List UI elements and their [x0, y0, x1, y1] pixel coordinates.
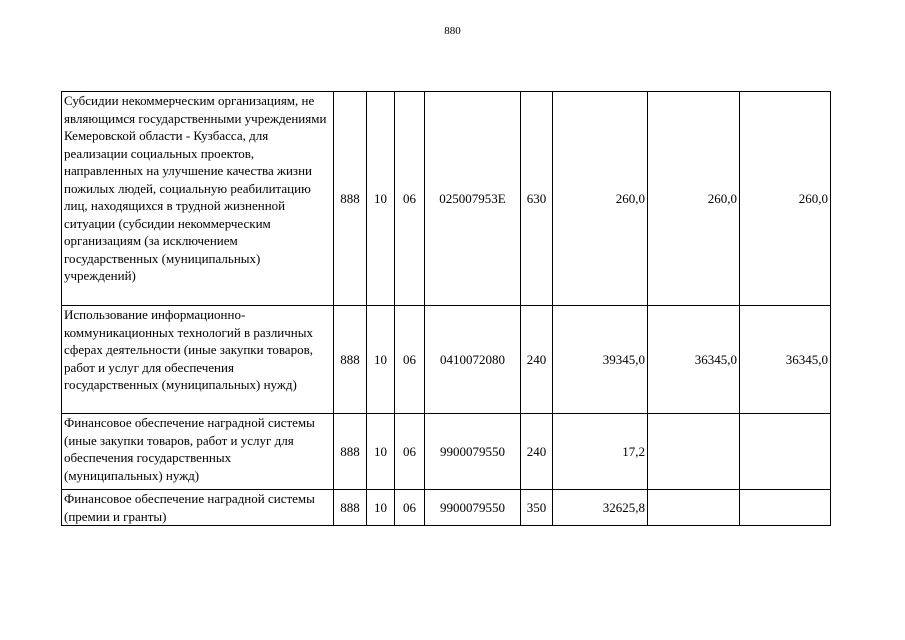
- expense-description: Финансовое обеспечение наградной системы (иные закупки товаров, работ и услуг для обеспечения государственных (муниципальных) нужд): [62, 414, 334, 490]
- amount-year-3: [740, 490, 831, 526]
- ministry-code: 888: [334, 92, 367, 306]
- amount-year-1: 39345,0: [553, 306, 648, 414]
- expense-type-code: 350: [521, 490, 553, 526]
- amount-year-3: [740, 414, 831, 490]
- table-row: [62, 92, 831, 306]
- amount-year-2: 260,0: [648, 92, 740, 306]
- amount-year-3: 260,0: [740, 92, 831, 306]
- subsection-code: 06: [395, 306, 425, 414]
- page-number: 880: [444, 25, 461, 37]
- amount-year-3: 36345,0: [740, 306, 831, 414]
- subsection-code: 06: [395, 490, 425, 526]
- subsection-code: 06: [395, 92, 425, 306]
- subsection-code: 06: [395, 414, 425, 490]
- section-code: 10: [367, 92, 395, 306]
- expense-type-code: 240: [521, 306, 553, 414]
- amount-year-2: 36345,0: [648, 306, 740, 414]
- amount-year-1: 17,2: [553, 414, 648, 490]
- amount-year-1: 32625,8: [553, 490, 648, 526]
- section-code: 10: [367, 414, 395, 490]
- ministry-code: 888: [334, 306, 367, 414]
- target-article-code: 9900079550: [425, 414, 521, 490]
- ministry-code: 888: [334, 414, 367, 490]
- target-article-code: 0410072080: [425, 306, 521, 414]
- ministry-code: 888: [334, 490, 367, 526]
- table-row: [62, 490, 831, 526]
- expense-type-code: 630: [521, 92, 553, 306]
- section-code: 10: [367, 306, 395, 414]
- budget-table: [61, 91, 831, 526]
- amount-year-2: [648, 490, 740, 526]
- expense-type-code: 240: [521, 414, 553, 490]
- table-row: [62, 414, 831, 490]
- target-article-code: 025007953Е: [425, 92, 521, 306]
- section-code: 10: [367, 490, 395, 526]
- amount-year-2: [648, 414, 740, 490]
- expense-description: Субсидии некоммерческим организациям, не являющимся государственными учреждениями Кемеровской области - Кузбасса, для реализации социальных проектов, направленных на улучшение качества жизни пожилых людей, социальную реабилитацию лиц, находящихся в трудной жизненной ситуации (субсидии некоммерческим организациям (за исключением государственных (муниципальных) учреждений): [62, 92, 334, 306]
- target-article-code: 9900079550: [425, 490, 521, 526]
- expense-description: Финансовое обеспечение наградной системы (премии и гранты): [62, 490, 334, 526]
- table-row: [62, 306, 831, 414]
- expense-description: Использование информационно-коммуникационных технологий в различных сферах деятельности (иные закупки товаров, работ и услуг для обеспечения государственных (муниципальных) нужд): [62, 306, 334, 414]
- amount-year-1: 260,0: [553, 92, 648, 306]
